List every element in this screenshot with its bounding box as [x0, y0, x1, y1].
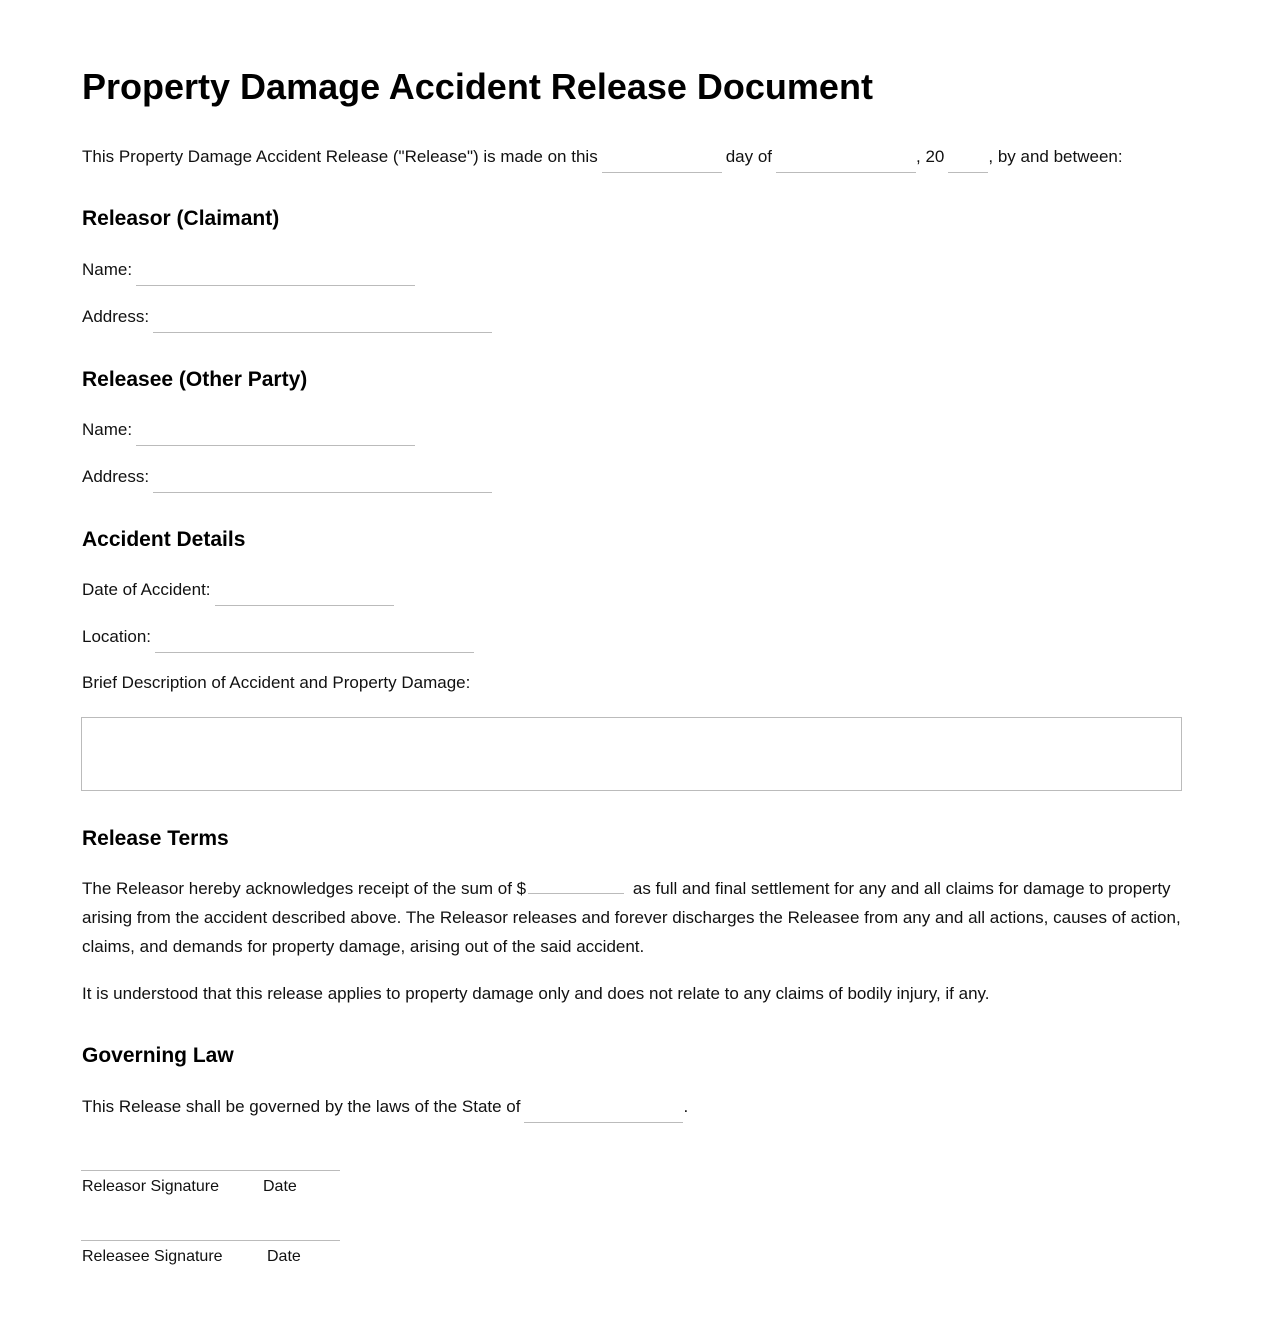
releasee-address-field[interactable] [153, 472, 492, 493]
releasor-name-field[interactable] [136, 265, 415, 286]
releasee-signature-line[interactable] [81, 1240, 340, 1241]
releasee-date-label: Date [267, 1248, 301, 1265]
settlement-amount-field[interactable] [528, 875, 624, 894]
address-label: Address: [82, 467, 150, 486]
releasee-name-row [82, 419, 419, 440]
terms-text: The Releasor hereby acknowledges receipt of the sum of $ [82, 879, 527, 898]
terms-heading: Release Terms [82, 827, 229, 850]
intro-text: This Property Damage Accident Release ("Release") is made on this [82, 147, 598, 166]
law-heading: Governing Law [82, 1044, 234, 1067]
intro-text: day of [725, 147, 773, 166]
date-label: Date of Accident: [82, 580, 211, 599]
releasor-signature-line[interactable] [81, 1170, 340, 1171]
releasee-signature-label: Releasee Signature [82, 1248, 223, 1265]
releasor-address-field[interactable] [153, 312, 492, 333]
page-title: Property Damage Accident Release Document [82, 66, 873, 107]
intro-text: , 20 [916, 147, 945, 166]
releasor-signature-label: Releasor Signature [82, 1178, 219, 1195]
accident-date-row [82, 579, 398, 600]
address-label: Address: [82, 307, 150, 326]
day-field[interactable] [602, 152, 722, 173]
intro-text: , by and between: [988, 147, 1123, 166]
location-label: Location: [82, 627, 151, 646]
accident-location-field[interactable] [155, 632, 474, 653]
releasee-address-row [82, 466, 496, 487]
intro-line [82, 146, 1123, 167]
terms-text: as full and final settlement for any and all claims for damage to property arising from the accident described above. The Releasor releases and forever discharges the Releasee from any and all actions, causes of action, claims, and demands for property damage, arising out of the said accident. [82, 879, 1181, 956]
law-text: This Release shall be governed by the laws of the State of [82, 1097, 521, 1116]
accident-location-row [82, 626, 478, 647]
law-row [82, 1096, 688, 1117]
month-field[interactable] [776, 152, 916, 173]
releasee-heading: Releasee (Other Party) [82, 368, 308, 391]
accident-heading: Accident Details [82, 528, 246, 551]
releasor-address-row [82, 306, 496, 327]
name-label: Name: [82, 420, 133, 439]
bodily-injury-paragraph: It is understood that this release applies to property damage only and does not relate to any claims of bodily injury, if any. [82, 984, 990, 1003]
releasee-name-field[interactable] [136, 425, 415, 446]
releasor-heading: Releasor (Claimant) [82, 207, 280, 230]
state-field[interactable] [524, 1102, 683, 1123]
description-label: Brief Description of Accident and Property Damage: [82, 673, 471, 692]
year-field[interactable] [948, 152, 988, 173]
description-textarea[interactable] [81, 717, 1182, 791]
name-label: Name: [82, 260, 133, 279]
releasor-date-label: Date [263, 1178, 297, 1195]
law-period: . [683, 1097, 689, 1116]
terms-paragraph [82, 874, 1187, 961]
accident-date-field[interactable] [215, 585, 394, 606]
releasor-name-row [82, 259, 419, 280]
